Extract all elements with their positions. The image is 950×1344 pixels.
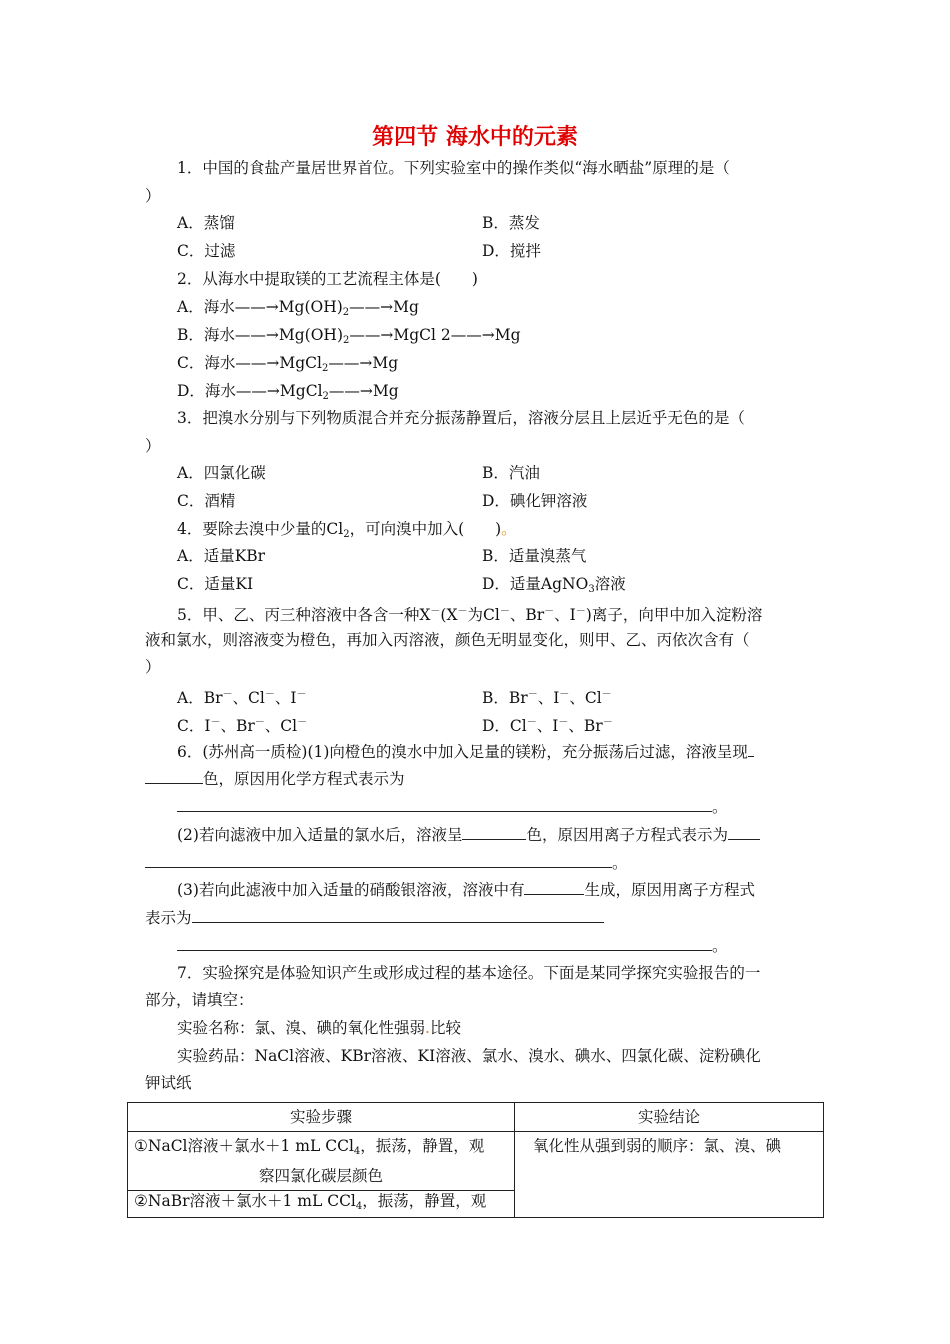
q6-part1-line3: 。 (177, 796, 728, 817)
q7-line-2: 部分，请填空： (145, 991, 254, 1009)
q1-option-d: D．搅拌 (482, 242, 541, 260)
q6-part3-line2: 表示为 (145, 907, 604, 928)
answer-blank[interactable] (192, 907, 604, 923)
header-steps: 实验步骤 (128, 1103, 515, 1132)
q1-option-a: A．蒸馏 (177, 214, 235, 232)
q2-option-a: A．海水$——\to Mg(OH)_2——\to Mg$ (177, 298, 419, 318)
answer-blank[interactable] (177, 935, 712, 951)
q6-part2-line1: (2)若向滤液中加入适量的氯水后，溶液呈 色，原因用离子方程式表示为 (177, 824, 760, 845)
q3-option-c: C．酒精 (177, 492, 236, 510)
q6-part3-line1: (3)若向此滤液中加入适量的硝酸银溶液，溶液中有 生成，原因用离子方程式 (177, 881, 755, 899)
q7-reagents-line2: 钾试纸 (145, 1074, 192, 1092)
q7-line-1: 7．实验探究是体验知识产生或形成过程的基本途径。下面是某同学探究实验报告的一 (177, 964, 761, 982)
q5-line-1: 5．甲、乙、丙三种溶液中各含一种X－(X－为Cl－、Br－、I－)离子，向甲中加入淀粉溶 (177, 606, 763, 624)
header-conclusion: 实验结论 (515, 1103, 824, 1132)
q4-option-d: D．适量AgNO$_3$溶液 (482, 575, 626, 595)
q6-part1-line2: 色，原因用化学方程式表示为 (145, 768, 405, 789)
conclusion-cell: 氧化性从强到弱的顺序：氯、溴、碘 (515, 1132, 824, 1218)
q4-option-a: A．适量KBr (177, 547, 266, 565)
experiment-table (127, 1102, 824, 1218)
q6-part1-line1: 6．(苏州高一质检)(1)向橙色的溴水中加入足量的镁粉，充分振荡后过滤，溶液呈现 (177, 741, 754, 762)
table-header-row (128, 1103, 824, 1132)
q4-option-b: B．适量溴蒸气 (482, 547, 587, 565)
step-1: ①NaCl溶液＋氯水＋1 mL CCl$_4$，振荡，静置，观 察四氯化碳层颜色 (128, 1132, 515, 1191)
q3-stem-end: ） (145, 437, 161, 455)
q1-stem-end: ） (145, 187, 161, 205)
table-row (128, 1132, 824, 1191)
q2-option-c: C．海水——→MgCl$_2$——→Mg (177, 354, 399, 374)
q2-option-b: B．海水$——\to Mg(OH)_2——\to MgCl$ 2——→Mg (177, 326, 521, 346)
answer-blank[interactable] (462, 824, 526, 840)
q6-part2-line2: 。 (145, 852, 628, 873)
answer-blank[interactable] (145, 852, 612, 868)
q5-line-2: 液和氯水，则溶液变为橙色，再加入丙溶液，颜色无明显变化，则甲、乙、丙依次含有（ (145, 631, 750, 649)
q7-reagents-line1: 实验药品：NaCl溶液、KBr溶液、KI溶液、氯水、溴水、碘水、四氯化碳、淀粉碘化 (177, 1047, 761, 1065)
q2-option-d: D．海水——→MgCl$_2$——→Mg (177, 382, 399, 402)
q1-option-c: C．过滤 (177, 242, 236, 260)
q3-stem: 3．把溴水分别与下列物质混合并充分振荡静置后，溶液分层且上层近乎无色的是（ (177, 409, 745, 427)
answer-blank[interactable] (145, 768, 203, 784)
answer-blank[interactable] (177, 796, 712, 812)
q5-option-a: A．Br－、Cl－、I－ (177, 689, 307, 707)
q2-stem: 2．从海水中提取镁的工艺流程主体是( ) (177, 270, 478, 288)
q3-option-d: D．碘化钾溶液 (482, 492, 588, 510)
q1-stem: 1．中国的食盐产量居世界首位。下列实验室中的操作类似“海水晒盐”原理的是（ (177, 159, 730, 177)
q3-option-a: A．四氯化碳 (177, 464, 266, 482)
answer-blank[interactable] (748, 741, 754, 757)
q4-option-c: C．适量KI (177, 575, 254, 593)
q3-option-b: B．汽油 (482, 464, 540, 482)
q5-line-3: ） (145, 658, 161, 676)
answer-blank[interactable] (728, 824, 760, 840)
q5-option-c: C．I－、Br－、Cl－ (177, 717, 308, 735)
q4-stem: 4．要除去溴中少量的$Cl_2$，可向溴中加入( )。 (177, 520, 517, 540)
q6-part3-line3: 。 (177, 935, 728, 956)
q1-option-b: B．蒸发 (482, 214, 540, 232)
step-2: ②NaBr溶液＋氯水＋1 mL CCl$_4$，振荡，静置，观 (128, 1191, 515, 1218)
q5-option-d: D．Cl－、I－、Br－ (482, 717, 613, 735)
answer-blank[interactable] (524, 879, 584, 895)
page-title: 第四节 海水中的元素 (372, 125, 578, 150)
q7-experiment-name: 实验名称：氯、溴、碘的氧化性强弱.比较 (177, 1019, 461, 1037)
q5-option-b: B．Br－、I－、Cl－ (482, 689, 612, 707)
